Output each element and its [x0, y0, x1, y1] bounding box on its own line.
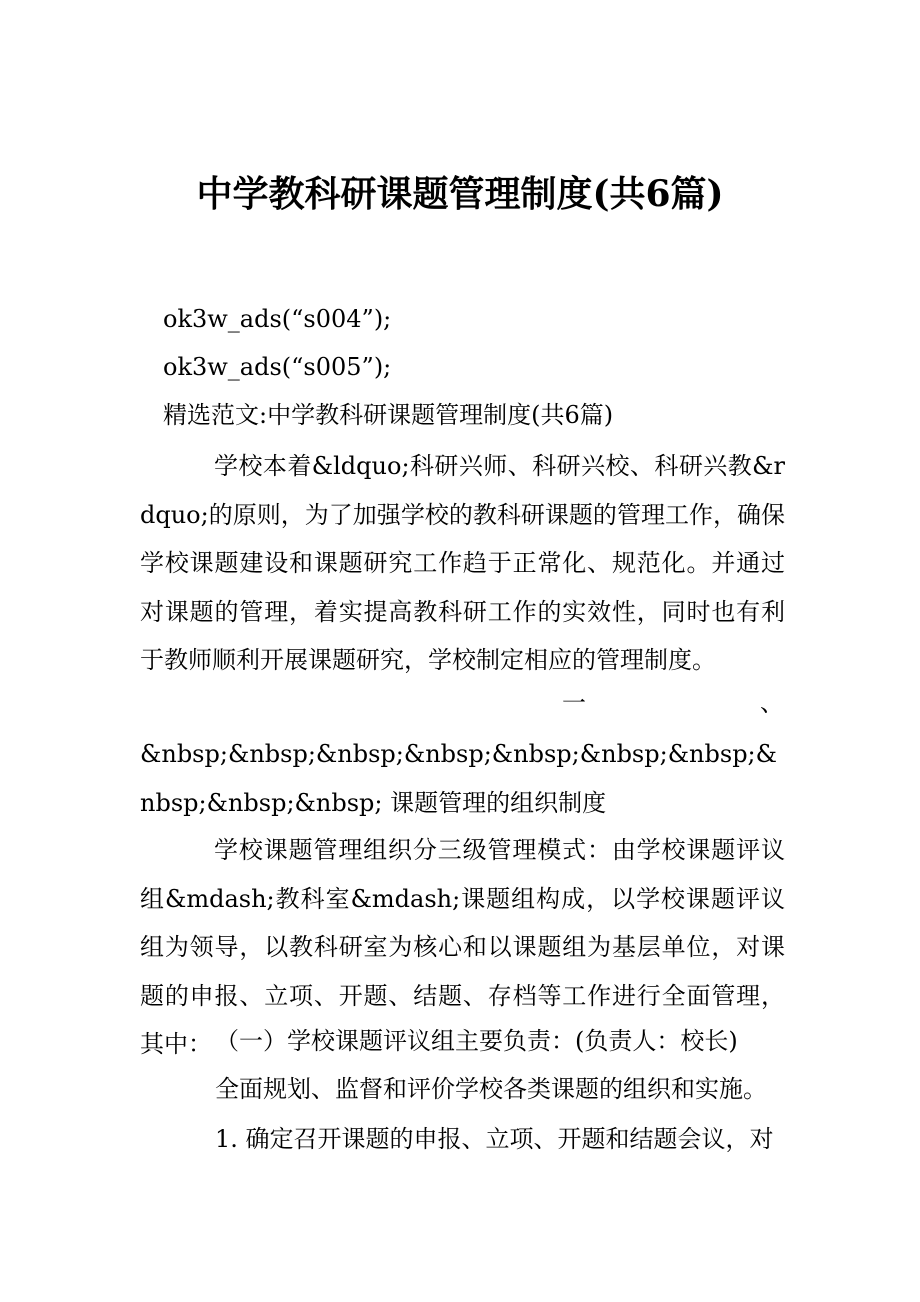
paragraph-intro: 学校本着&ldquo;科研兴师、科研兴校、科研兴教&rdquo;的原则，为了加强学校的教科研课题的管理工作，确保学校课题建设和课题研究工作趋于正常化、规范化。并通过对课题的管理，着实提高教科研工作的实效性，同时也有利于教师顺利开展课题研究，学校制定相应的管理制度。	[140, 452, 785, 675]
section-one-heading: &nbsp;&nbsp;&nbsp;&nbsp;&nbsp;&nbsp;&nbsp;&nbsp;&nbsp;&nbsp; 课题管理的组织制度	[140, 740, 778, 817]
list-item-1: 1. 确定召开课题的申报、立项、开题和结题会议，对	[215, 1125, 774, 1153]
section-one-number: 一	[562, 689, 586, 717]
excerpt-label: 精选范文:中学教科研课题管理制度(共6篇)	[163, 401, 614, 429]
subheading-evaluation-group: （一）学校课题评议组主要负责：(负责人：校长)	[215, 1027, 738, 1055]
ads-line-2: ok3w_ads(“s005”);	[163, 353, 392, 381]
duty-line: 全面规划、监督和评价学校各类课题的组织和实施。	[215, 1075, 767, 1103]
paragraph-organization: 学校课题管理组织分三级管理模式：由学校课题评议组&mdash;教科室&mdash;课题组构成，以学校课题评议组为领导，以教科研室为核心和以课题组为基层单位，对课题的申报、立项、开题、结题、存档等工作进行全面管理，其中：	[140, 836, 785, 1059]
section-one-comma: 、	[760, 689, 784, 717]
ads-line-1: ok3w_ads(“s004”);	[163, 305, 392, 333]
document-title: 中学教科研课题管理制度(共6篇)	[196, 173, 724, 215]
